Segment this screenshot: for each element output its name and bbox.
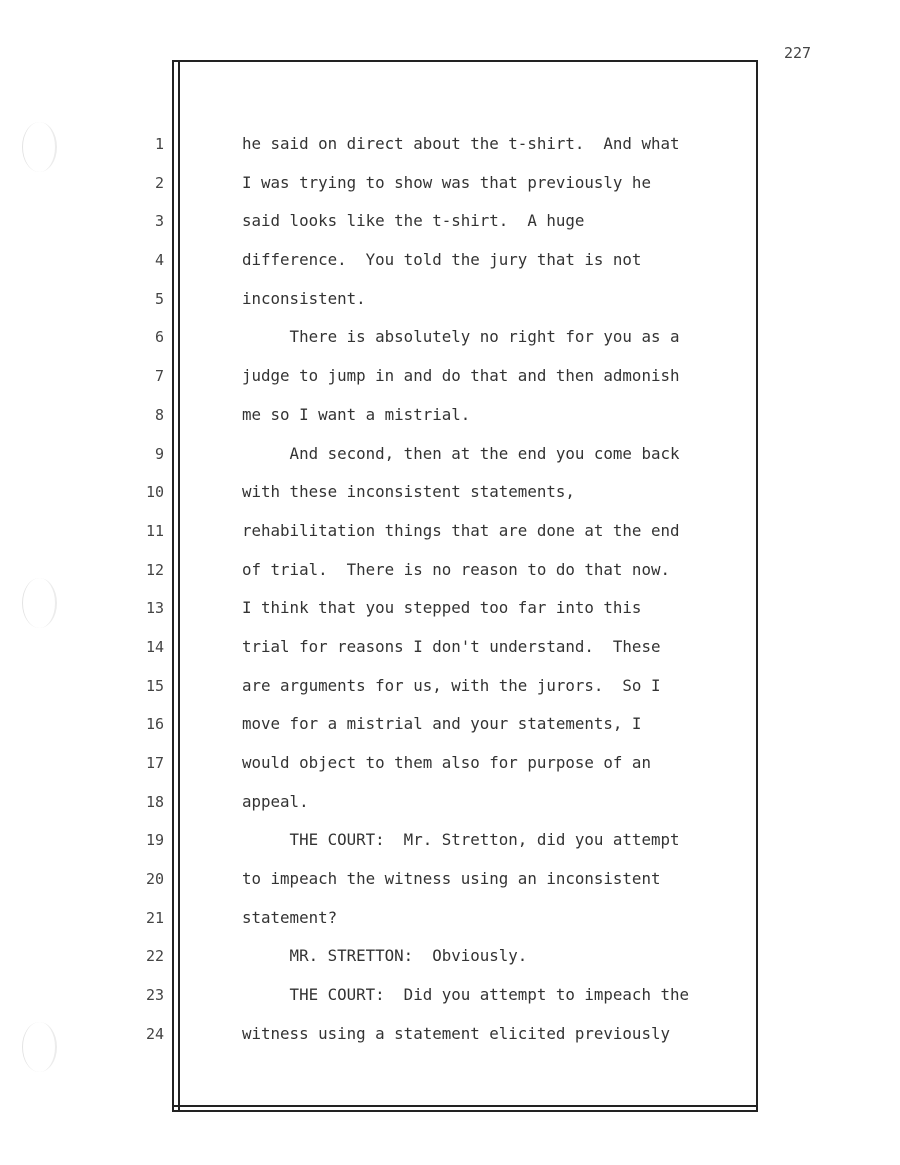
- line-number: 17: [145, 754, 164, 772]
- punch-hole-middle: [22, 578, 57, 628]
- transcript-line: he said on direct about the t-shirt. And what: [242, 134, 680, 153]
- transcript-line: rehabilitation things that are done at the end: [242, 520, 680, 540]
- line-number: 12: [145, 560, 164, 579]
- transcript-line: witness using a statement elicited previously: [242, 1023, 670, 1043]
- transcript-line: are arguments for us, with the jurors. So I: [242, 675, 661, 695]
- page-number: 227: [784, 44, 812, 62]
- transcript-line: me so I want a mistrial.: [242, 404, 471, 424]
- punch-hole-top: [22, 122, 57, 172]
- transcript-line: move for a mistrial and your statements, I: [242, 714, 642, 734]
- transcript-line: THE COURT: Did you attempt to impeach the: [242, 985, 689, 1005]
- punch-hole-bottom: [22, 1022, 57, 1072]
- transcript-line: MR. STRETTON: Obviously.: [242, 946, 528, 966]
- transcript-line: And second, then at the end you come back: [242, 443, 680, 463]
- line-number: 23: [145, 986, 164, 1005]
- line-number: 7: [154, 367, 164, 386]
- line-number: 4: [154, 251, 164, 270]
- line-number: 18: [145, 792, 164, 811]
- line-number: 11: [145, 521, 164, 540]
- line-number: 2: [154, 173, 164, 192]
- transcript-line: inconsistent.: [242, 288, 366, 308]
- line-number: 16: [145, 715, 164, 734]
- transcript-line: to impeach the witness using an inconsistent: [242, 869, 661, 889]
- transcript-line: difference. You told the jury that is not: [242, 250, 642, 270]
- line-number-column: [120, 133, 164, 1062]
- frame-bottom-rule: [172, 1105, 758, 1107]
- line-number: 1: [154, 135, 164, 153]
- transcript-line: appeal.: [242, 791, 309, 811]
- transcript-line: judge to jump in and do that and then admonish: [242, 366, 680, 386]
- line-number: 10: [145, 483, 164, 502]
- transcript-line: THE COURT: Mr. Stretton, did you attempt: [242, 830, 680, 850]
- transcript-line: said looks like the t-shirt. A huge: [242, 211, 585, 231]
- line-number: 8: [154, 405, 164, 424]
- line-number: 6: [154, 328, 164, 347]
- line-number: 15: [145, 676, 164, 695]
- line-number: 20: [145, 870, 164, 889]
- frame-double-rule: [178, 60, 180, 1110]
- line-number: 24: [145, 1024, 164, 1043]
- line-number: 3: [154, 212, 164, 231]
- line-number: 22: [145, 947, 164, 966]
- line-number: 5: [154, 289, 164, 308]
- transcript-line: of trial. There is no reason to do that now.: [242, 559, 670, 579]
- transcript-line: trial for reasons I don't understand. These: [242, 636, 661, 656]
- transcript-line: There is absolutely no right for you as a: [242, 327, 680, 347]
- line-number: 9: [154, 444, 164, 463]
- transcript-line: with these inconsistent statements,: [242, 482, 575, 502]
- line-number: 14: [145, 637, 164, 656]
- transcript-line: I think that you stepped too far into this: [242, 598, 642, 618]
- transcript-line: would object to them also for purpose of an: [242, 753, 651, 772]
- transcript-line: statement?: [242, 907, 338, 927]
- transcript-line: I was trying to show was that previously he: [242, 172, 651, 192]
- line-number: 13: [145, 599, 164, 618]
- line-number: 21: [145, 908, 164, 927]
- line-number: 19: [145, 831, 164, 850]
- transcript-text: [242, 133, 742, 1062]
